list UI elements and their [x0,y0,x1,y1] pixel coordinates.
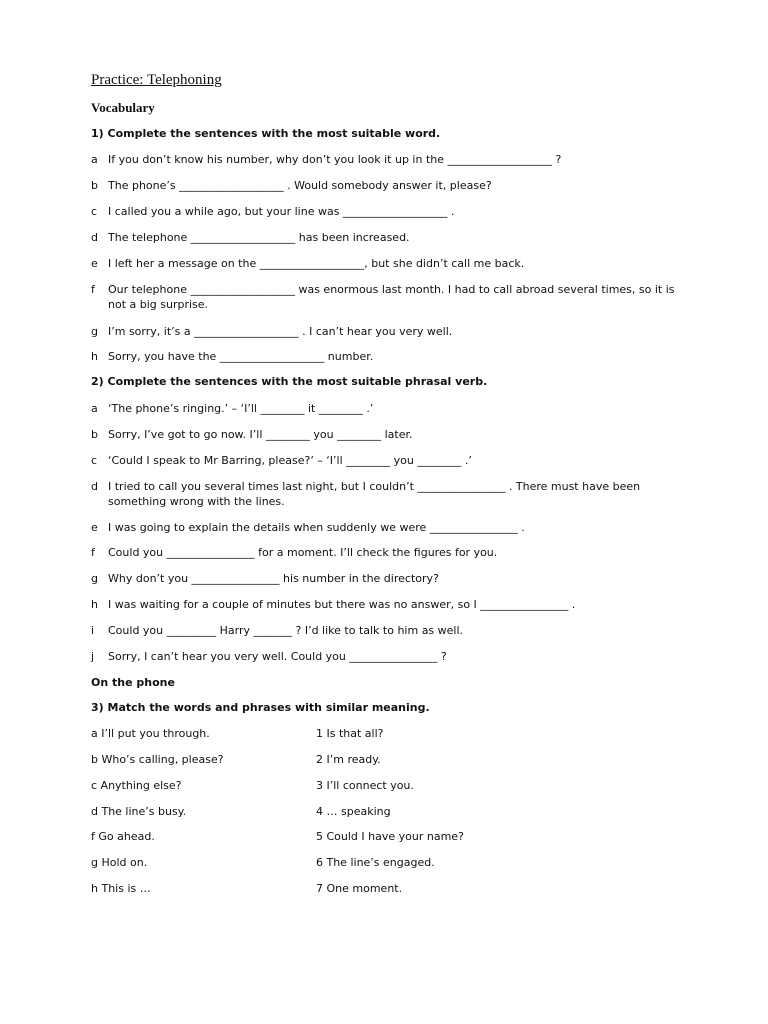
item-letter: f [91,546,95,559]
item-text: I’m sorry, it’s a ___________________ . I can’t hear you very well. [108,325,453,338]
item-text: Sorry, I’ve got to go now. I’ll ________ you ________ later. [108,428,413,441]
match-phrase-right: 4 … speaking [316,805,391,818]
match-phrase-right: 1 Is that all? [316,727,384,740]
match-phrase-right: 2 I’m ready. [316,753,381,766]
item-text: I called you a while ago, but your line was ___________________ . [108,205,455,218]
item-text: Our telephone ___________________ was enormous last month. I had to call abroad several times, so it is not a big surprise. [108,283,675,311]
section1-heading: 1) Complete the sentences with the most suitable word. [91,127,441,140]
item-text: If you don’t know his number, why don’t you look it up in the ___________________ ? [108,153,562,166]
item-text: The phone’s ___________________ . Would somebody answer it, please? [108,179,492,192]
item-letter: i [91,624,95,637]
item-text: I was going to explain the details when suddenly we were ________________ . [108,521,525,534]
match-phrase-left: b Who’s calling, please? [91,753,224,766]
section-subtitle: Vocabulary [91,100,155,115]
item-letter: c [91,205,98,218]
match-phrase-left: f Go ahead. [91,830,155,843]
item-letter: c [91,454,98,467]
page-title: Practice: Telephoning [91,72,222,88]
match-phrase-right: 7 One moment. [316,882,403,895]
match-phrase-right: 3 I’ll connect you. [316,779,414,792]
item-letter: e [91,257,98,270]
item-text: Could you _________ Harry _______ ? I’d like to talk to him as well. [108,624,464,637]
section3-title: On the phone [91,676,175,689]
item-letter: e [91,521,98,534]
item-letter: a [91,153,98,166]
match-phrase-left: h This is … [91,882,151,895]
item-letter: g [91,572,98,585]
item-text: I was waiting for a couple of minutes but there was no answer, so I ________________ . [108,598,576,611]
item-text: Sorry, you have the ___________________ number. [108,350,374,363]
match-phrase-left: c Anything else? [91,779,182,792]
item-text: Sorry, I can’t hear you very well. Could you ________________ ? [108,650,447,663]
item-text: The telephone ___________________ has been increased. [108,231,410,244]
section3-heading: 3) Match the words and phrases with similar meaning. [91,701,430,714]
item-letter: d [91,231,98,244]
item-text: Why don’t you ________________ his number in the directory? [108,572,439,585]
item-text: ‘The phone’s ringing.’ – ‘I’ll ________ it ________ .’ [108,402,374,415]
item-text: Could you ________________ for a moment. I’ll check the figures for you. [108,546,498,559]
item-letter: f [91,283,95,296]
item-text: ‘Could I speak to Mr Barring, please?’ – ‘I’ll ________ you ________ .’ [108,454,472,467]
item-letter: g [91,325,98,338]
match-phrase-left: d The line’s busy. [91,805,187,818]
item-letter: h [91,350,98,363]
item-letter: j [91,650,95,663]
item-letter: a [91,402,98,415]
match-phrase-left: a I’ll put you through. [91,727,210,740]
item-letter: b [91,428,98,441]
section2-heading: 2) Complete the sentences with the most suitable phrasal verb. [91,375,488,388]
match-phrase-left: g Hold on. [91,856,148,869]
match-phrase-right: 5 Could I have your name? [316,830,464,843]
match-phrase-right: 6 The line’s engaged. [316,856,435,869]
item-text: I tried to call you several times last night, but I couldn’t ________________ . There must have been something wrong with the lines. [108,480,641,508]
item-text: I left her a message on the ___________________, but she didn’t call me back. [108,257,525,270]
item-letter: h [91,598,98,611]
item-letter: b [91,179,98,192]
item-letter: d [91,480,98,493]
